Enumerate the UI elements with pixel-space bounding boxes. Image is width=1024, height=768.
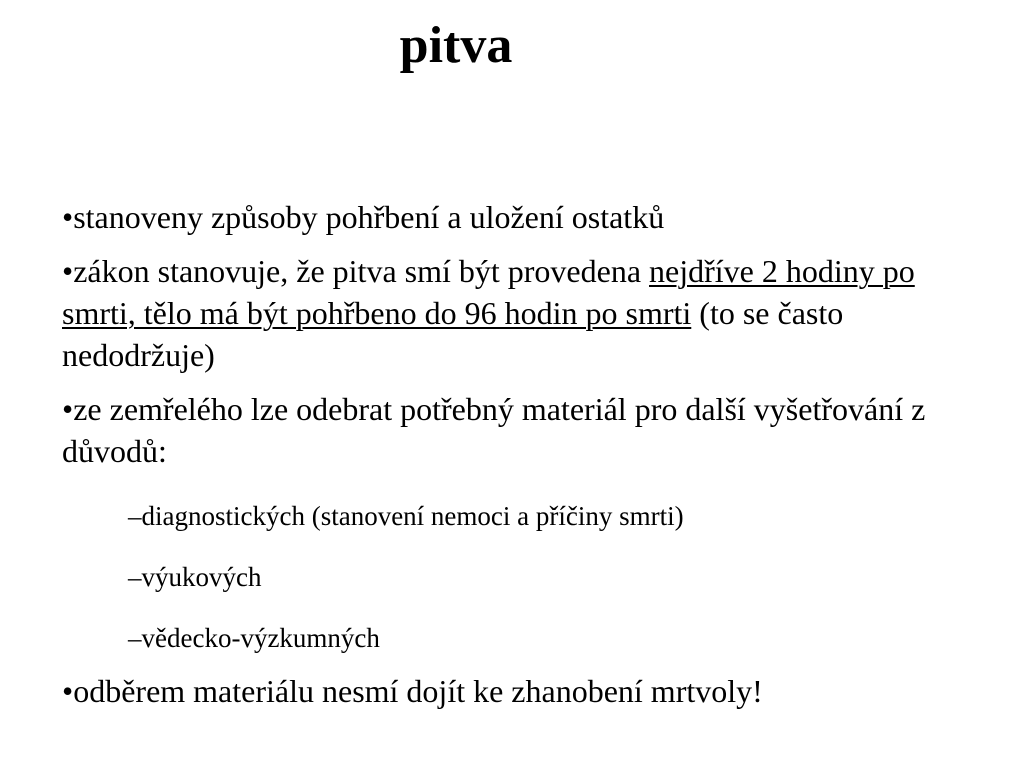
bullet-item [62, 670, 962, 712]
bullet-text: ze zemřelého lze odebrat potřebný materiál pro další vyšetřování z důvodů: [62, 391, 926, 469]
bullet-text: zákon stanovuje, že pitva smí být provedena [73, 253, 650, 289]
bullet-item [62, 196, 962, 238]
sub-text: vědecko-výzkumných [141, 623, 380, 653]
sub-text: výukových [141, 562, 262, 592]
slide-content [62, 196, 962, 724]
bullet-marker: • [62, 253, 74, 289]
bullet-marker: • [62, 673, 74, 709]
bullet-marker: • [62, 199, 74, 235]
bullet-item [62, 250, 962, 376]
sub-marker: – [128, 501, 142, 531]
sub-marker: – [128, 562, 142, 592]
bullet-marker: • [62, 391, 74, 427]
slide-title: pitva [399, 17, 513, 74]
bullet-item [62, 388, 962, 472]
sub-marker: – [128, 623, 142, 653]
underlined-text: nejdříve 2 hodiny po smrti, tělo má být pohřbeno do 96 hodin po smrti [62, 253, 915, 331]
bullet-text: odběrem materiálu nesmí dojít ke zhanobení mrtvoly! [73, 673, 763, 709]
bullet-text: stanoveny způsoby pohřbení a uložení ostatků [73, 199, 665, 235]
sub-item [128, 499, 962, 533]
sub-text: diagnostických (stanovení nemoci a příčiny smrti) [141, 501, 684, 531]
sub-item [128, 621, 962, 655]
bullet-text: (to se často nedodržuje) [62, 295, 844, 373]
sub-item [128, 560, 962, 594]
